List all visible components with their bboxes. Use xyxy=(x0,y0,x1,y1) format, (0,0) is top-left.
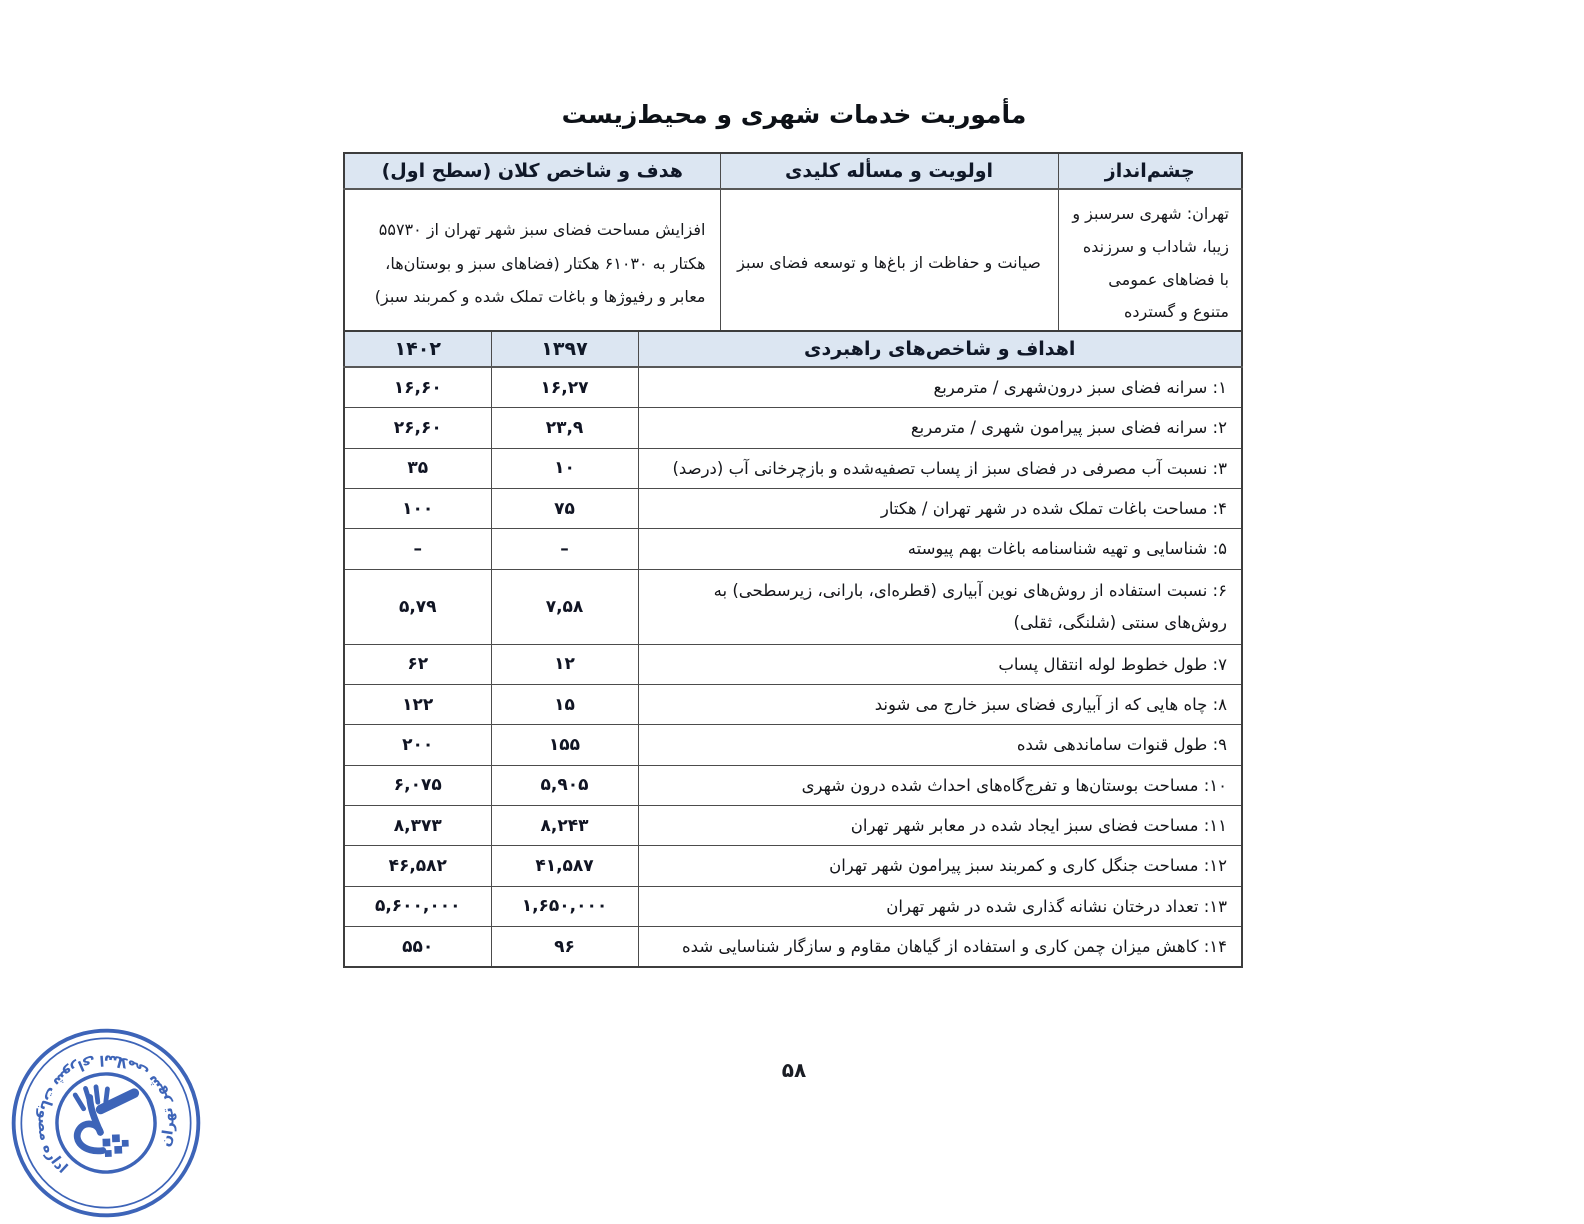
value-1397: ۲۳,۹ xyxy=(491,408,638,448)
row-label: ۷: طول خطوط لوله انتقال پساب xyxy=(638,644,1242,684)
row-label: ۳: نسبت آب مصرفی در فضای سبز از پساب تصفیه‌شده و بازچرخانی آب (درصد) xyxy=(638,448,1242,488)
row-label: ۴: مساحت باغات تملک شده در شهر تهران / هکتار xyxy=(638,489,1242,529)
row-label: ۵: شناسایی و تهیه شناسنامه باغات بهم پیوسته xyxy=(638,529,1242,569)
value-1397: ۸,۲۴۳ xyxy=(491,806,638,846)
value-1402: ۳۵ xyxy=(344,448,491,488)
vision-table-header-row xyxy=(344,153,1242,189)
value-1402: ۱۰۰ xyxy=(344,489,491,529)
value-1402: ۵۵۰ xyxy=(344,927,491,968)
value-1402: ۸,۳۷۳ xyxy=(344,806,491,846)
table-row xyxy=(344,806,1242,846)
value-1397: ۷,۵۸ xyxy=(491,569,638,644)
vision-table xyxy=(343,152,1243,339)
value-1397: ۱۵ xyxy=(491,685,638,725)
header-year-1397: ۱۳۹۷ xyxy=(491,331,638,367)
value-1402: ۲۶,۶۰ xyxy=(344,408,491,448)
header-priority: اولویت و مسأله کلیدی xyxy=(720,153,1058,189)
row-label: ۸: چاه هایی که از آبیاری فضای سبز خارج می شوند xyxy=(638,685,1242,725)
table-row xyxy=(344,886,1242,926)
vision-table-row xyxy=(344,189,1242,338)
row-label: ۱۲: مساحت جنگل کاری و کمربند سبز پیرامون شهر تهران xyxy=(638,846,1242,886)
value-1397: ۱۰ xyxy=(491,448,638,488)
value-1402: ۵,۷۹ xyxy=(344,569,491,644)
row-label: ۱۴: کاهش میزان چمن کاری و استفاده از گیاهان مقاوم و سازگار شناسایی شده xyxy=(638,927,1242,968)
table-row xyxy=(344,489,1242,529)
table-row xyxy=(344,765,1242,805)
stamp-outer-ring xyxy=(0,1011,218,1224)
stamp-arc-text: اداره مصوبات شورای اسلامی شهر تهران xyxy=(34,1051,178,1177)
page-title: مأموریت خدمات شهری و محیط‌زیست xyxy=(561,100,1027,129)
row-label: ۹: طول قنوات ساماندهی شده xyxy=(638,725,1242,765)
value-1397: ۱۶,۲۷ xyxy=(491,367,638,408)
value-1402: ۱۲۲ xyxy=(344,685,491,725)
indicators-table xyxy=(343,330,1243,968)
table-row xyxy=(344,408,1242,448)
value-1402: ۵,۶۰۰,۰۰۰ xyxy=(344,886,491,926)
value-1397: ۷۵ xyxy=(491,489,638,529)
vision-cell: تهران: شهری سرسبز و زیبا، شاداب و سرزنده با فضاهای عمومی متنوع و گسترده xyxy=(1058,189,1242,338)
goal-cell: افزایش مساحت فضای سبز شهر تهران از ۵۵۷۳۰ هکتار به ۶۱۰۳۰ هکتار (فضاهای سبز و بوستان‌ها، معابر و رفیوژها و باغات تملک شده و کمربند سبز) xyxy=(344,189,720,338)
value-1402: ۴۶,۵۸۲ xyxy=(344,846,491,886)
value-1402: ۲۰۰ xyxy=(344,725,491,765)
row-label: ۶: نسبت استفاده از روش‌های نوین آبیاری (قطره‌ای، بارانی، زیرسطحی) به روش‌های سنتی (شلنگی، ثقلی) xyxy=(638,569,1242,644)
table-row xyxy=(344,846,1242,886)
value-1397: – xyxy=(491,529,638,569)
table-row xyxy=(344,569,1242,644)
table-row xyxy=(344,529,1242,569)
value-1397: ۱۵۵ xyxy=(491,725,638,765)
table-row xyxy=(344,644,1242,684)
value-1397: ۹۶ xyxy=(491,927,638,968)
stamp-middle-ring xyxy=(3,1020,208,1224)
value-1397: ۱۲ xyxy=(491,644,638,684)
indicators-header-row xyxy=(344,331,1242,367)
value-1397: ۱,۶۵۰,۰۰۰ xyxy=(491,886,638,926)
value-1397: ۴۱,۵۸۷ xyxy=(491,846,638,886)
row-label: ۱۱: مساحت فضای سبز ایجاد شده در معابر شهر تهران xyxy=(638,806,1242,846)
priority-cell: صیانت و حفاظت از باغ‌ها و توسعه فضای سبز xyxy=(720,189,1058,338)
table-row xyxy=(344,927,1242,968)
value-1402: – xyxy=(344,529,491,569)
page-number: ۵۸ xyxy=(781,1058,807,1082)
header-goal: هدف و شاخص کلان (سطح اول) xyxy=(344,153,720,189)
table-row xyxy=(344,448,1242,488)
value-1402: ۱۶,۶۰ xyxy=(344,367,491,408)
row-label: ۱: سرانه فضای سبز درون‌شهری / مترمربع xyxy=(638,367,1242,408)
value-1402: ۶,۰۷۵ xyxy=(344,765,491,805)
header-indicators-label: اهداف و شاخص‌های راهبردی xyxy=(638,331,1242,367)
header-vision: چشم‌انداز xyxy=(1058,153,1242,189)
row-label: ۱۰: مساحت بوستان‌ها و تفرج‌گاه‌های احداث شده درون شهری xyxy=(638,765,1242,805)
value-1402: ۶۲ xyxy=(344,644,491,684)
value-1397: ۵,۹۰۵ xyxy=(491,765,638,805)
stamp-logo xyxy=(66,1077,149,1167)
council-stamp-seal xyxy=(0,1000,231,1224)
row-label: ۲: سرانه فضای سبز پیرامون شهری / مترمربع xyxy=(638,408,1242,448)
table-row xyxy=(344,367,1242,408)
header-year-1402: ۱۴۰۲ xyxy=(344,331,491,367)
row-label: ۱۳: تعداد درختان نشانه گذاری شده در شهر تهران xyxy=(638,886,1242,926)
table-row xyxy=(344,685,1242,725)
table-row xyxy=(344,725,1242,765)
